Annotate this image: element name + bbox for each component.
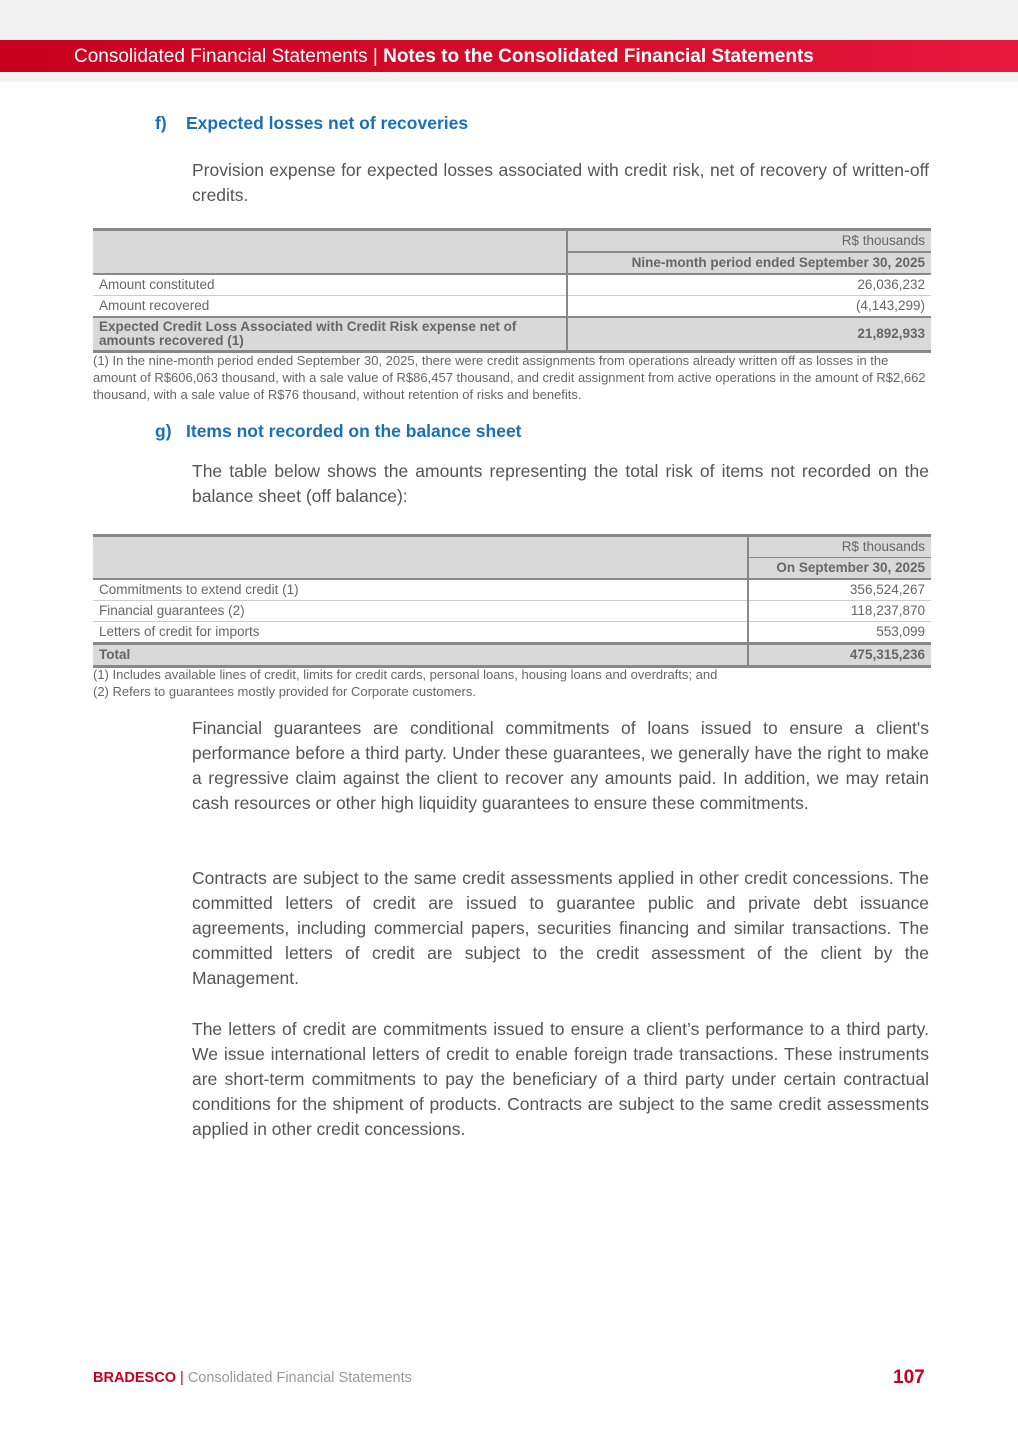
header-part2: Notes to the Consolidated Financial Statements — [383, 46, 814, 67]
unit-label: R$ thousands — [748, 536, 931, 558]
table-row: Amount recovered (4,143,299) — [93, 296, 931, 318]
paragraph-contracts: Contracts are subject to the same credit assessments applied in other credit concessions. The committed letters of credit are issued to guarantee public and private debt issuance agreements, including commercial papers, securities financing and similar transactions. The committed letters of credit are subject to the credit assessment of the client by the Management. — [192, 868, 929, 988]
section-g-footnote-1: (1) Includes available lines of credit, limits for credit cards, personal loans, housing loans and overdrafts; and — [93, 667, 718, 682]
section-letter: g) — [155, 421, 172, 441]
paragraph-financial-guarantees: Financial guarantees are conditional commitments of loans issued to ensure a client's performance before a third party. Under these guarantees, we generally have the right to make a regressive claim against the client to recover any amounts paid. In addition, we may retain cash resources or other high liquidity guarantees to ensure these commitments. — [192, 718, 929, 813]
header-part1: Consolidated Financial Statements — [74, 46, 368, 67]
section-title: Expected losses net of recoveries — [186, 113, 469, 133]
table-row: Letters of credit for imports 553,099 — [93, 622, 931, 644]
section-title: Items not recorded on the balance sheet — [186, 421, 522, 441]
page-header — [0, 40, 1018, 72]
brand-logo-text: BRADESCO — [93, 1370, 176, 1386]
header-underband — [0, 72, 1018, 82]
table-row: Financial guarantees (2) 118,237,870 — [93, 601, 931, 622]
table-row: Commitments to extend credit (1) 356,524,267 — [93, 579, 931, 601]
top-band — [0, 0, 1018, 40]
paragraph-letters-of-credit: The letters of credit are commitments issued to ensure a client’s performance to a third party. We issue international letters of credit to enable foreign trade transactions. These instruments are short-term commitments to pay the beneficiary of a third party under certain contractual conditions for the shipment of products. Contracts are subject to the same credit assessments applied in other credit concessions. — [192, 1019, 929, 1139]
section-f-footnote: (1) In the nine-month period ended September 30, 2025, there were credit assignments from operations already written off as losses in the amount of R$606,063 thousand, with a sale value of R$86,457 thousand, and credit assignment from active operations in the amount of R$2,662 thousand, with a sale value of R$76 thousand, without retention of risks and benefits. — [93, 353, 926, 402]
table-row: Amount constituted 26,036,232 — [93, 274, 931, 296]
section-g-intro: The table below shows the amounts representing the total risk of items not recorded on the balance sheet (off balance): — [192, 461, 929, 506]
off-balance-table — [93, 534, 931, 668]
expected-losses-table — [93, 228, 931, 353]
header-sep: | — [367, 46, 384, 67]
page-footer: BRADESCO | Consolidated Financial Statements — [93, 1370, 412, 1386]
page-number: 107 — [893, 1367, 925, 1388]
section-g-heading — [155, 421, 522, 442]
section-f-heading — [155, 113, 468, 134]
column-header: Nine-month period ended September 30, 2025 — [567, 252, 931, 274]
column-header: On September 30, 2025 — [748, 558, 931, 580]
unit-label: R$ thousands — [567, 230, 931, 253]
section-f-intro: Provision expense for expected losses associated with credit risk, net of recovery of written-off credits. — [192, 160, 929, 205]
section-g-footnote-2: (2) Refers to guarantees mostly provided for Corporate customers. — [93, 684, 476, 699]
section-letter: f) — [155, 113, 167, 133]
total-row: Expected Credit Loss Associated with Credit Risk expense net of amounts recovered (1) 21,892,933 — [93, 317, 931, 352]
total-row: Total 475,315,236 — [93, 644, 931, 667]
footer-title: Consolidated Financial Statements — [187, 1370, 412, 1386]
